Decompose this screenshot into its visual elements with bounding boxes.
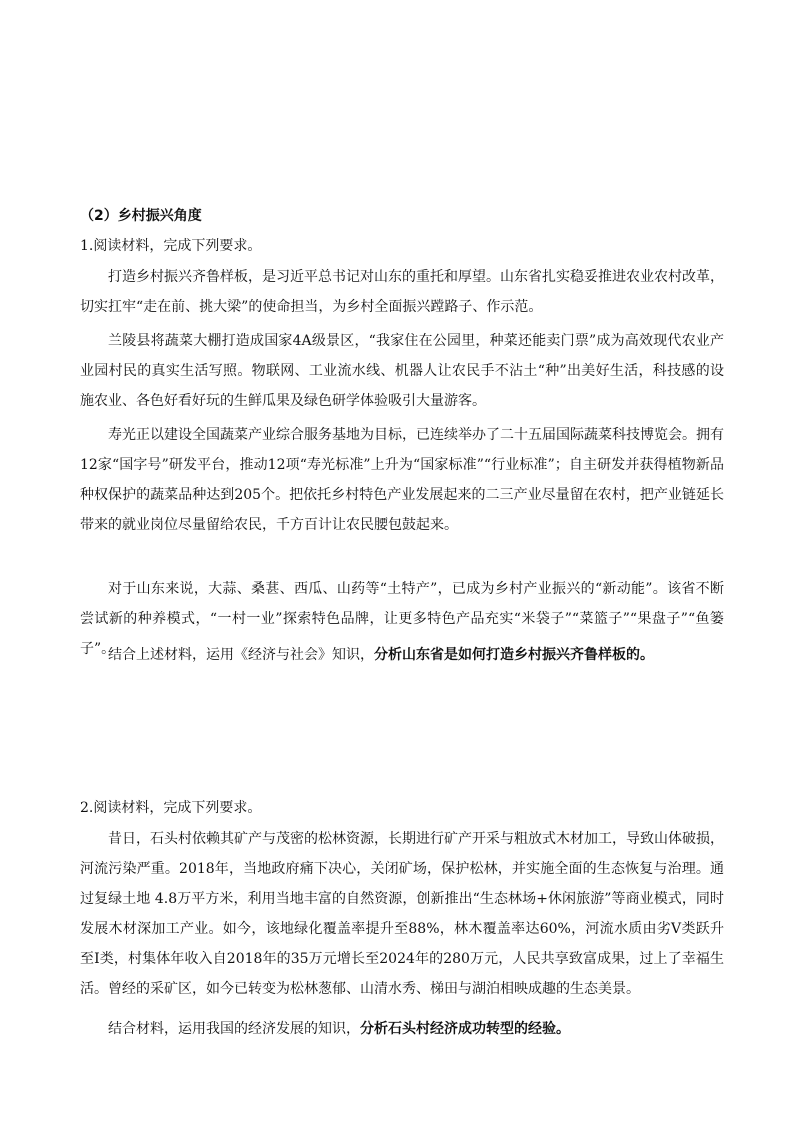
q1-paragraph-4: 对于山东来说，大蒜、桑葚、西瓜、山药等“土特产”，已成为乡村产业振兴的“新动能”。该省不断尝试新的种养模式，“一村一业”探索特色品牌，让更多特色产品充实“米袋子”“菜篮子”“果盘子”“鱼篓子”。 [80,581,724,657]
question-2-heading: 2.阅读材料，完成下列要求。 [80,800,262,816]
section-title: （2）乡村振兴角度 [80,208,202,224]
q1-task [80,640,724,670]
q1-task-emphasis: 分析山东省是如何打造乡村振兴齐鲁样板的。 [374,647,654,663]
q1-task-prefix: 结合上述材料，运用《经济与社会》知识， [108,647,374,663]
q2-task-emphasis: 分析石头村经济成功转型的经验。 [360,1021,570,1037]
q2-task [80,1014,724,1044]
q2-paragraph-1: 昔日，石头村依赖其矿产与茂密的松林资源，长期进行矿产开采与粗放式木材加工，导致山体破损，河流污染严重。2018年，当地政府痛下决心，关闭矿场，保护松林，并实施全面的生态恢复与治理。通过复绿土地 4.8万平方米，利用当地丰富的自然资源，创新推出“生态林场+休闲旅游”等商业模式，同时发展木材深加工产业。如今，该地绿化覆盖率提升至88%，林木覆盖率达60%，河流水质由劣Ⅴ类跃升至Ⅰ类，村集体年收入自2018年的35万元增长至2024年的280万元，人民共享致富成果，过上了幸福生活。曾经的采矿区，如今已转变为松林葱郁、山清水秀、梯田与湖泊相映成趣的生态美景。 [80,831,724,997]
q1-paragraph-3: 寿光正以建设全国蔬菜产业综合服务基地为目标，已连续举办了二十五届国际蔬菜科技博览会。拥有12家“国字号”研发平台，推动12项“寿光标准”上升为“国家标准”“行业标准”；自主研发并获得植物新品种权保护的蔬菜品种达到205个。把依托乡村特色产业发展起来的二三产业尽量留在农村，把产业链延长带来的就业岗位尽量留给农民，千方百计让农民腰包鼓起来。 [80,427,724,533]
q2-task-prefix: 结合材料，运用我国的经济发展的知识， [108,1021,360,1037]
q1-paragraph-2: 兰陵县将蔬菜大棚打造成国家4A级景区，“我家住在公园里，种菜还能卖门票”成为高效现代农业产业园村民的真实生活写照。物联网、工业流水线、机器人让农民手不沾土“种”出美好生活，科技感的设施农业、各色好看好玩的生鲜瓜果及绿色研学体验吸引大量游客。 [80,333,724,409]
q1-paragraph-1: 打造乡村振兴齐鲁样板，是习近平总书记对山东的重托和厚望。山东省扎实稳妥推进农业农村改革，切实扛牢“走在前、挑大梁”的使命担当，为乡村全面振兴蹚路子、作示范。 [80,269,724,315]
question-1-heading: 1.阅读材料，完成下列要求。 [80,238,262,254]
